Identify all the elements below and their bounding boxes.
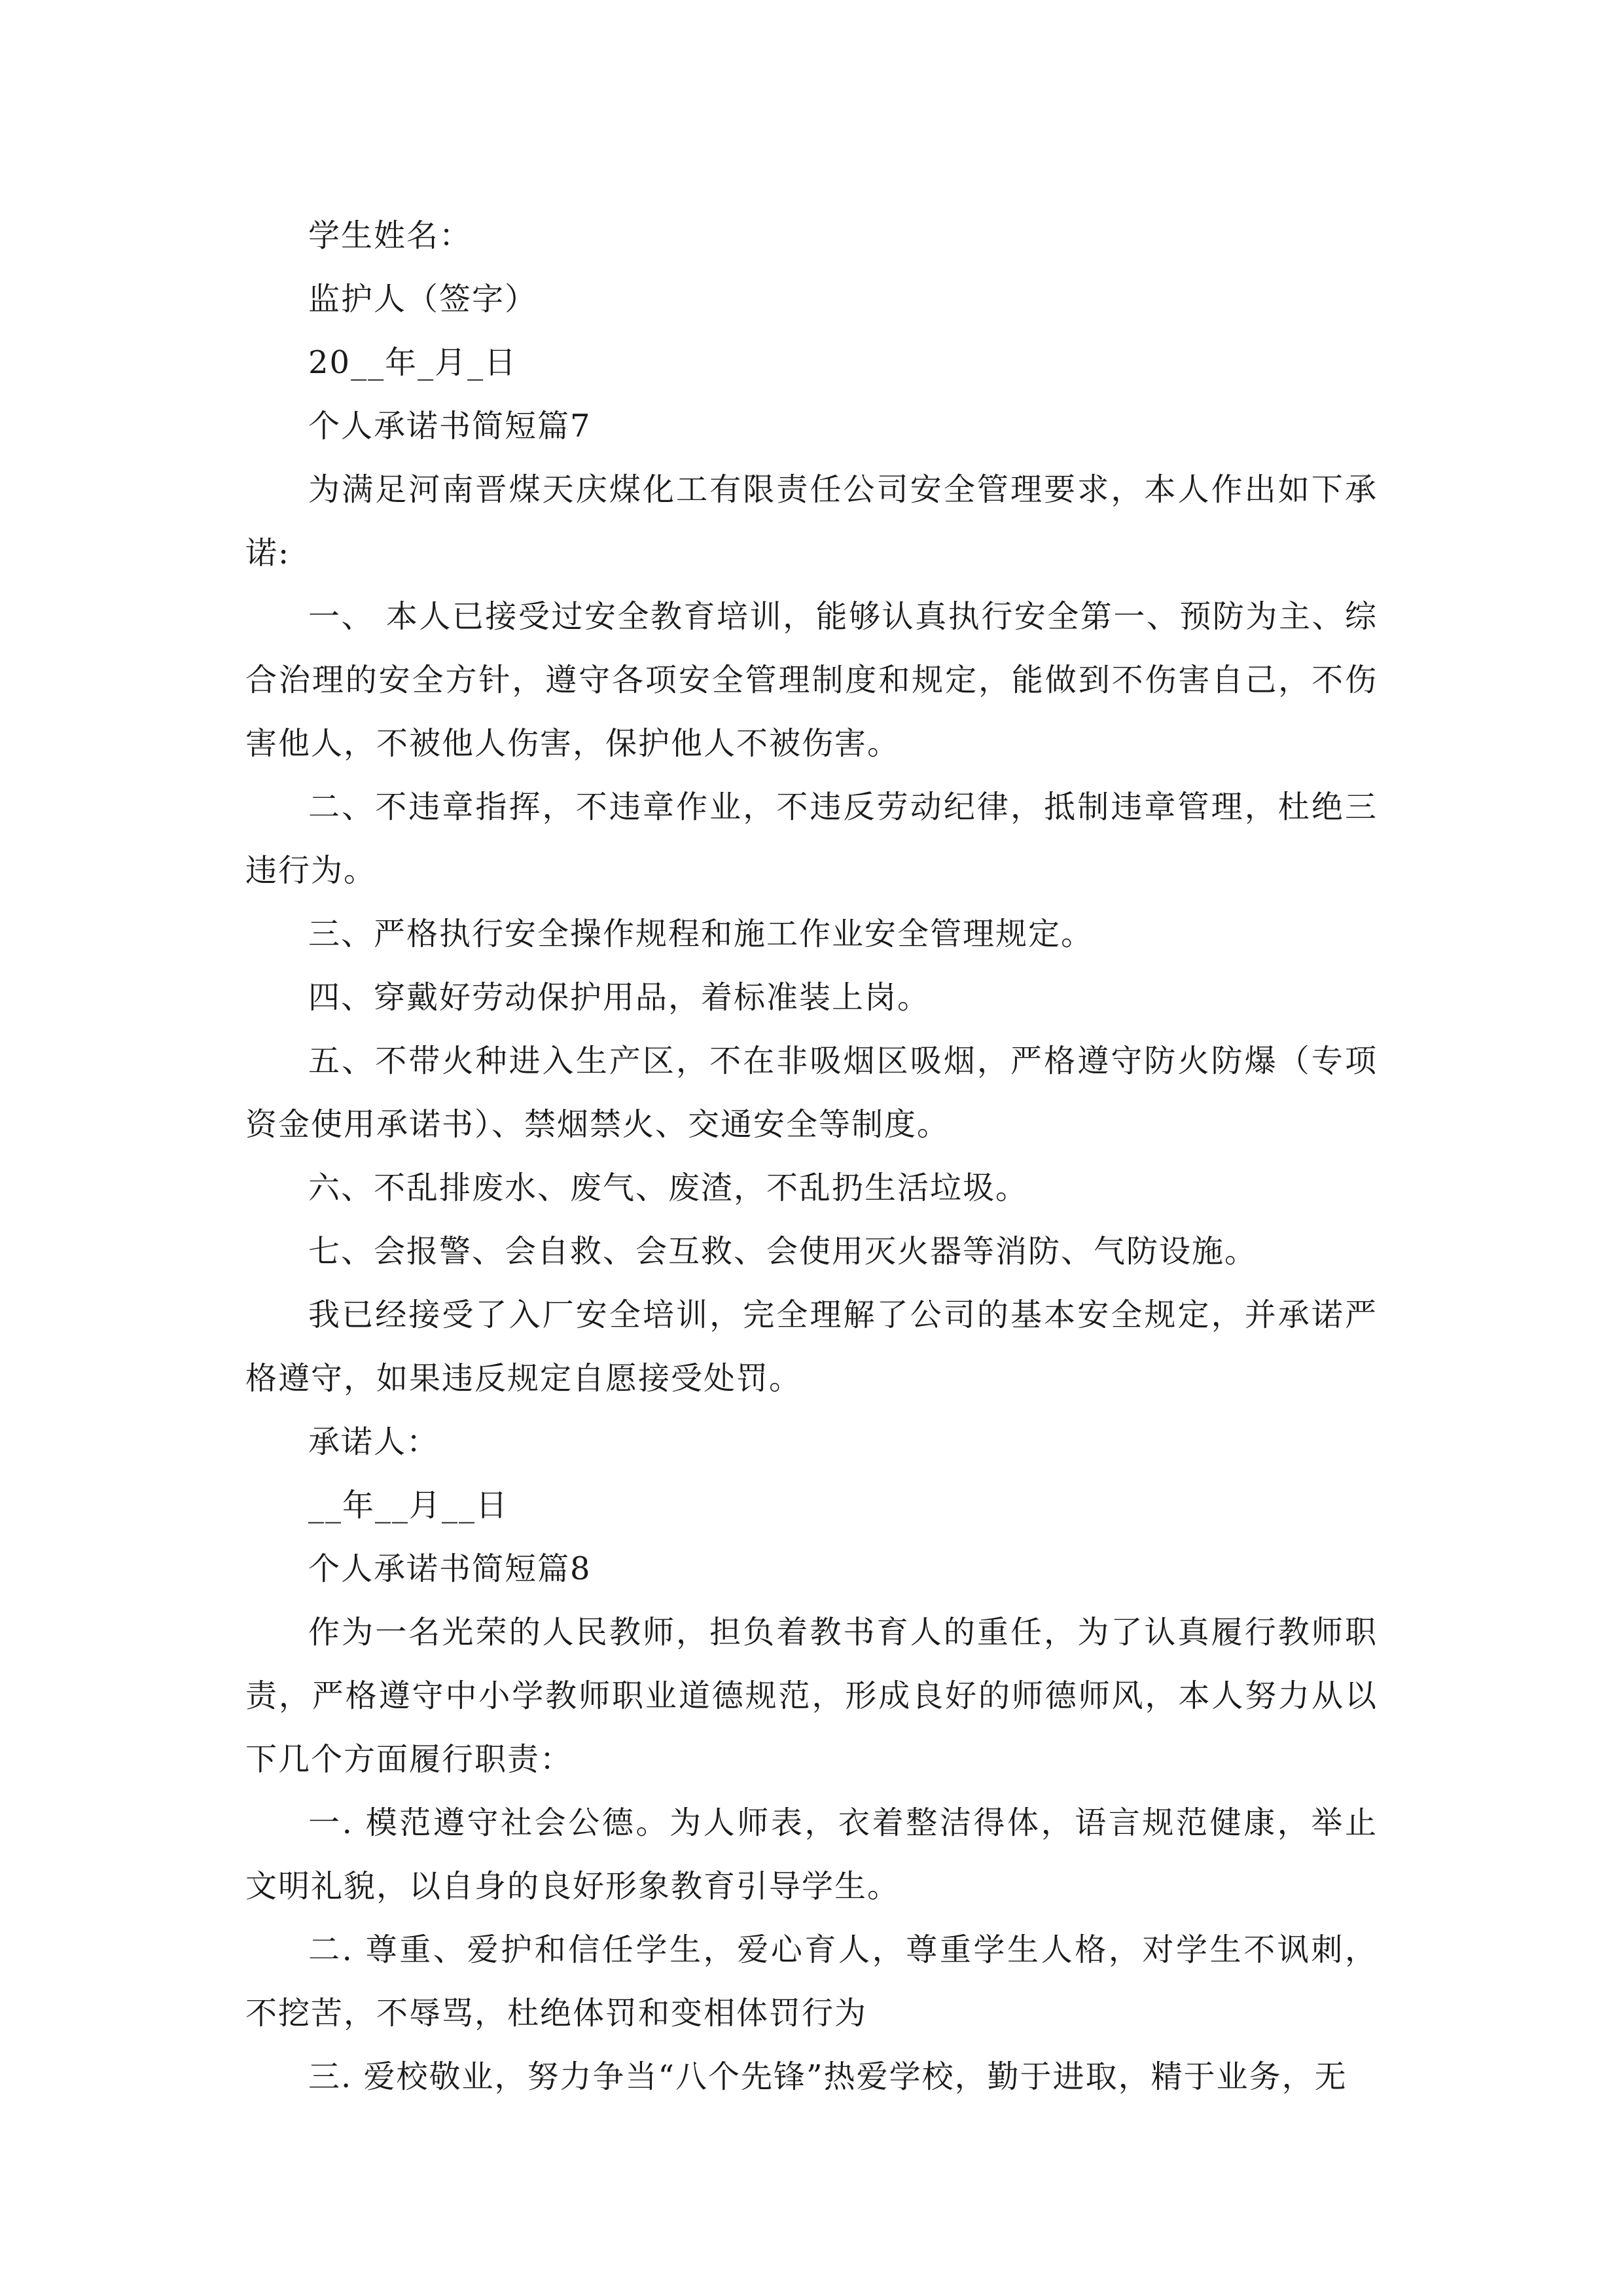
paragraph: 作为一名光荣的人民教师，担负着教书育人的重任，为了认真履行教师职责，严格遵守中小学教师职业道德规范，形成良好的师德师风，本人努力从以下几个方面履行职责： xyxy=(245,1614,1378,1778)
section-heading-7: 个人承诺书简短篇7 xyxy=(308,408,592,444)
paragraph: 六、不乱排废水、废气、废渣，不乱扔生活垃圾。 xyxy=(308,1170,1029,1206)
document-body xyxy=(245,204,1378,2109)
student-name-line: 学生姓名： xyxy=(308,217,473,254)
paragraph: 二、不违章指挥，不违章作业，不违反劳动纪律，抵制违章管理，杜绝三违行为。 xyxy=(245,789,1378,889)
date-line: 20__年_月_日 xyxy=(308,344,518,381)
paragraph: 三、严格执行安全操作规程和施工作业安全管理规定。 xyxy=(308,916,1094,952)
date-line: __年__月__日 xyxy=(308,1487,509,1524)
guardian-signature-line: 监护人（签字） xyxy=(308,281,538,317)
paragraph: 三. 爱校敬业，努力争当“八个先锋”热爱学校，勤于进取，精于业务，无 xyxy=(308,2058,1347,2095)
paragraph: 二. 尊重、爱护和信任学生，爱心育人，尊重学生人格，对学生不讽刺，不挖苦，不辱骂，杜绝体罚和变相体罚行为 xyxy=(245,1931,1378,2032)
paragraph: 一. 模范遵守社会公德。为人师表，衣着整洁得体，语言规范健康，举止文明礼貌，以自身的良好形象教育引导学生。 xyxy=(245,1804,1378,1905)
paragraph: 我已经接受了入厂安全培训，完全理解了公司的基本安全规定，并承诺严格遵守，如果违反规定自愿接受处罚。 xyxy=(245,1297,1378,1397)
section-heading-8: 个人承诺书简短篇8 xyxy=(308,1551,592,1587)
promisor-line: 承诺人： xyxy=(308,1424,440,1460)
paragraph: 为满足河南晋煤天庆煤化工有限责任公司安全管理要求，本人作出如下承诺: xyxy=(245,471,1378,571)
paragraph: 一、 本人已接受过安全教育培训，能够认真执行安全第一、预防为主、综合治理的安全方针，遵守各项安全管理制度和规定，能做到不伤害自己，不伤害他人，不被他人伤害，保护他人不被伤害。 xyxy=(245,598,1378,762)
paragraph: 五、不带火种进入生产区，不在非吸烟区吸烟，严格遵守防火防爆（专项资金使用承诺书）、禁烟禁火、交通安全等制度。 xyxy=(245,1043,1378,1143)
paragraph: 四、穿戴好劳动保护用品，着标准装上岗。 xyxy=(308,979,931,1016)
paragraph: 七、会报警、会自救、会互救、会使用灭火器等消防、气防设施。 xyxy=(308,1233,1258,1270)
